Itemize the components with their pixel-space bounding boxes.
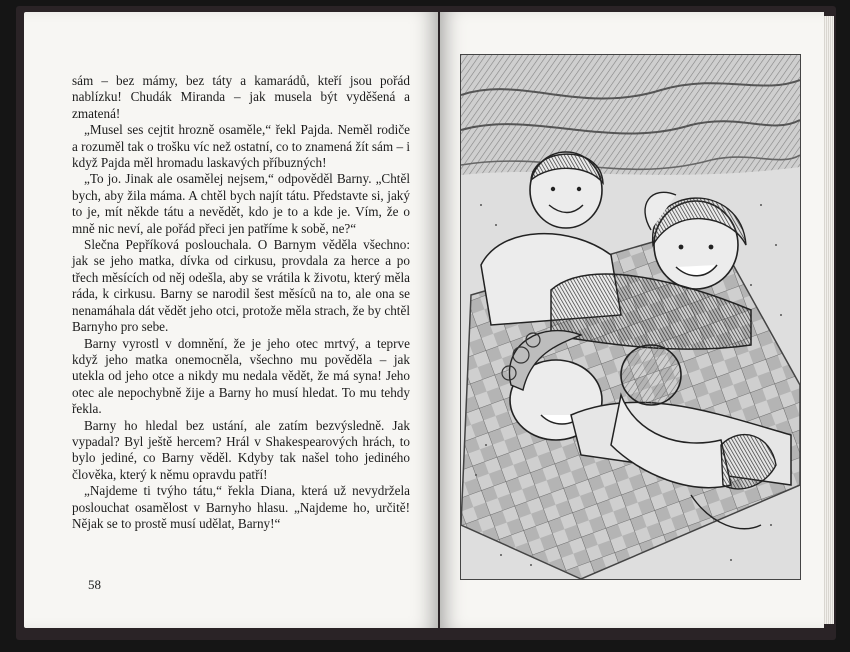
paragraph-6: Barny ho hledal bez ustání, ale zatím bezvýsledně. Jak vypadal? Byl ještě hercem? Hrál v Shakespearových hrách, to bylo jediné, co Barny věděl. Kdyby tak našel toho jediného člověka, který k němu opravdu patří! [72,417,410,482]
page-edges [824,16,834,624]
paragraph-3: „To jo. Jinak ale osamělej nejsem,“ odpověděl Barny. „Chtěl bych, aby žila máma. A chtěl bych najít tátu. Představte si, jaký to je, mít někde tátu a nevědět, kdo je to a kde je. Vím, že o mně nic neví, ale pořád přeci jen patříme k sobě, ne?“ [72,171,410,236]
paragraph-2: „Musel ses cejtit hrozně osaměle,“ řekl Pajda. Neměl rodiče a rozuměl tak o trošku víc než ostatní, co to znamená žít sám – i když Pajda měl hromadu laskavých příbuzných! [72,122,411,171]
illustration-drawing [461,55,800,579]
paragraph-4: Slečna Pepříková poslouchala. O Barnym věděla všechno: jak se jeho matka, dívka od cirkusu, provdala za herce a po třech měsících od něj odešla, aby se vrátila k životu, který měla ráda, k cirkusu. Barny se narodil šest měsíců na to, ale ona se nenamáhala dát vědět jeho otci, protože měla strach, že by chtěl Barnyho pro sebe. [72,237,410,335]
beach-illustration [460,54,801,580]
paragraph-7: „Najdeme ti tvýho tátu,“ řekla Diana, která už nevydržela poslouchat osamělost v Barnyho hlasu. „Najdeme ho, určitě! Nějak se to prostě musí udělat, Barny!“ [72,483,410,531]
paragraph-1: sám – bez mámy, bez táty a kamarádů, kteří jsou pořád nablízku! Chudák Miranda – jak musela být vyděšená a zmatená! [72,73,410,121]
page-number: 58 [88,577,101,592]
paragraph-5: Barny vyrostl v domnění, že je jeho otec mrtvý, a teprve když jeho matka onemocněla, všechno mu pověděla – jak utekla od jeho otce a nikdy mu nedala vědět, že má syna! Jeho otec ale nepochybně žije a Barny ho musí hledat. To mu tehdy řekla. [72,335,410,417]
left-page-text [72,73,410,532]
